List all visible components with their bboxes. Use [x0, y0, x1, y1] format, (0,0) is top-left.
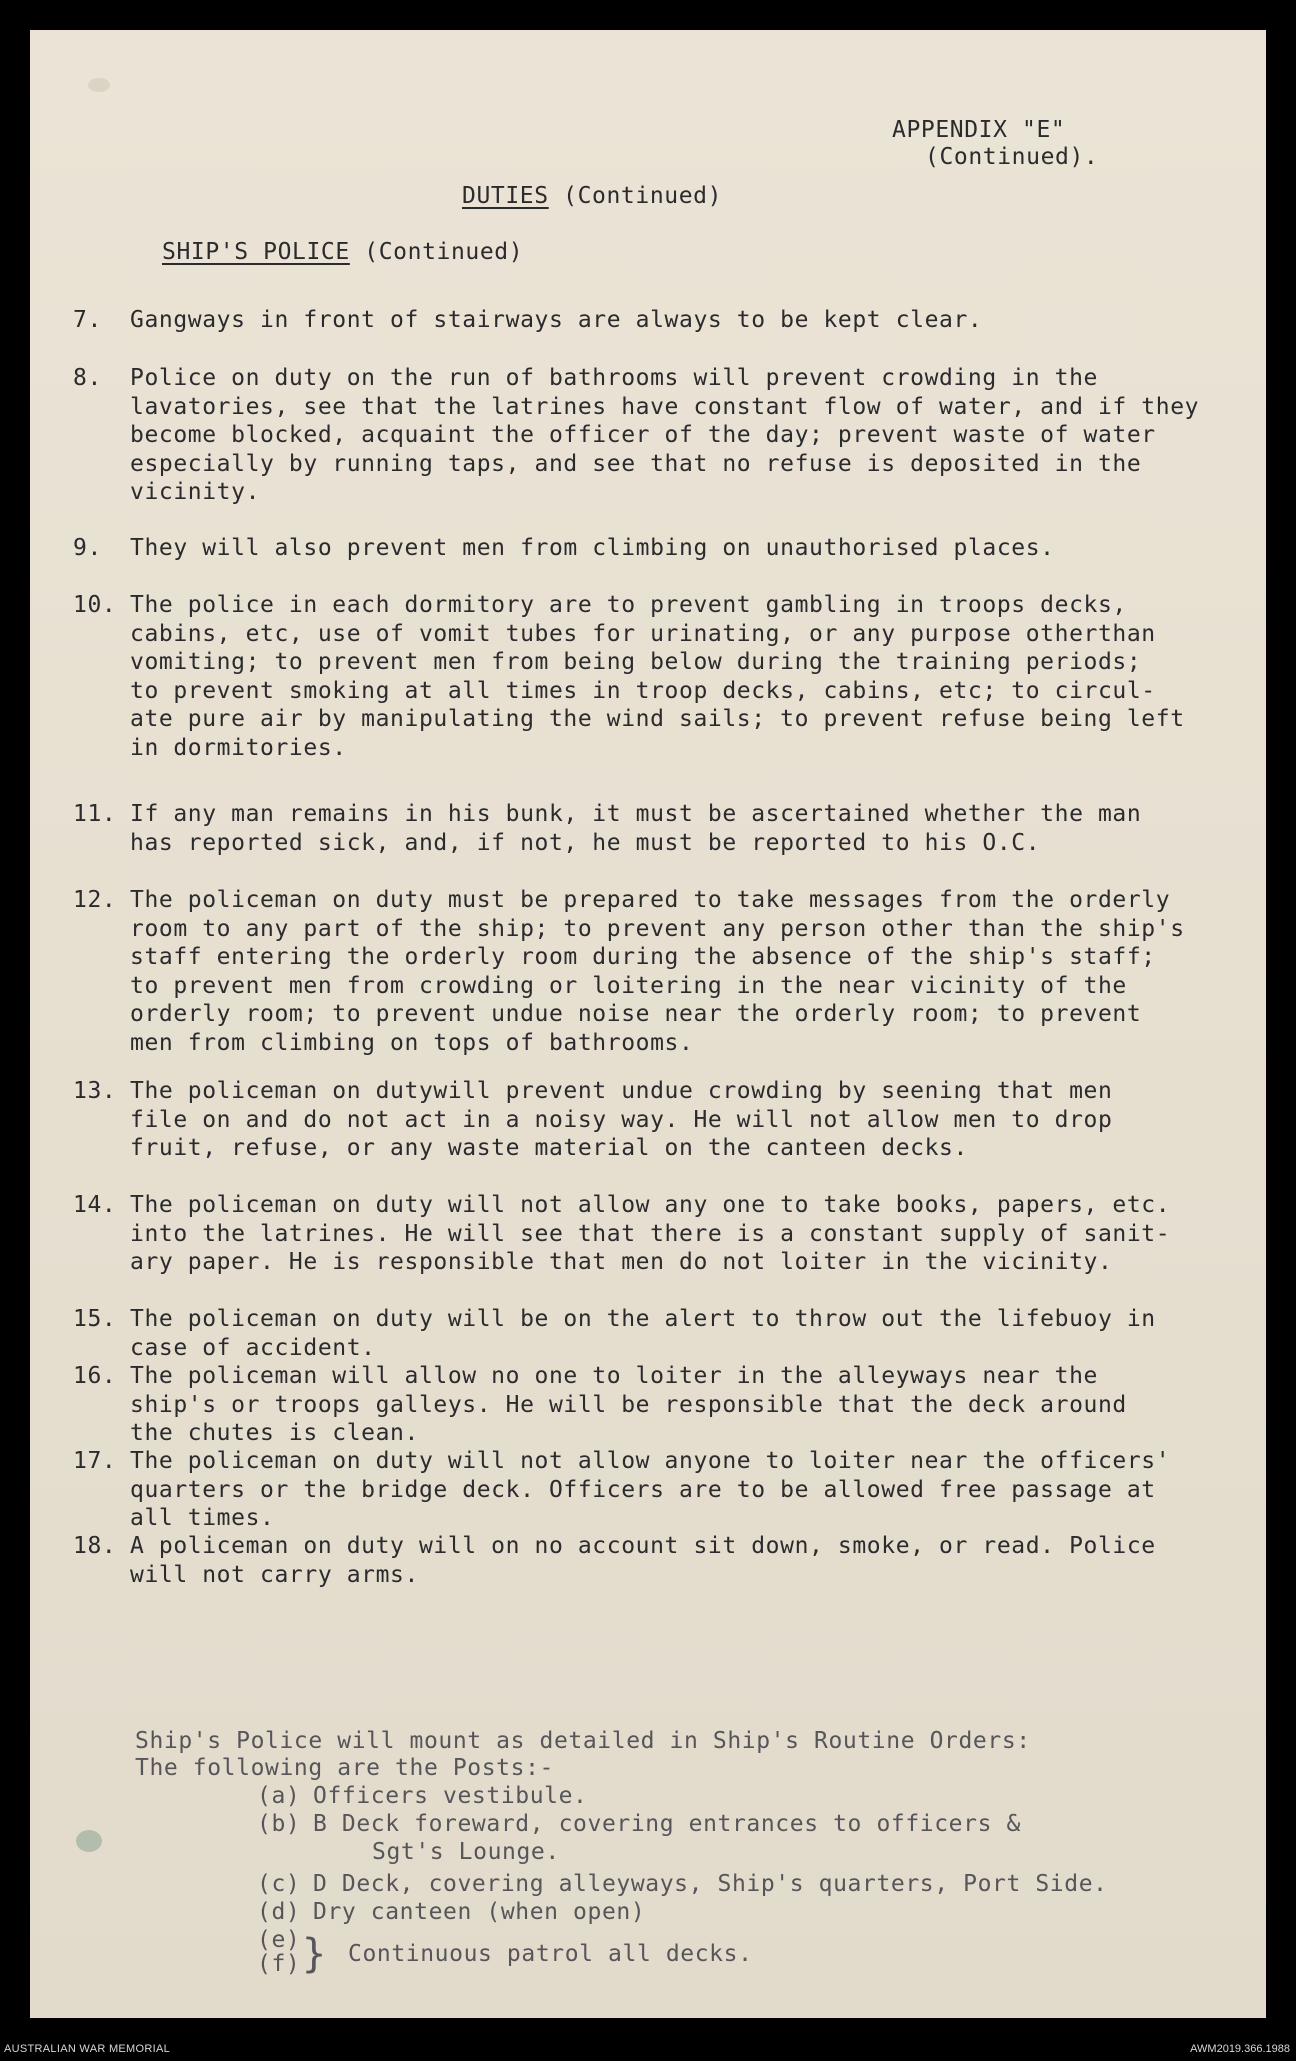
item-line: ary paper. He is responsible that men do not loiter in the vicinity.: [130, 1249, 1113, 1275]
item-line: ship's or troops galleys. He will be responsible that the deck around: [130, 1391, 1127, 1418]
duties-heading: [462, 182, 722, 210]
item-number: 13.: [73, 1078, 117, 1104]
post-marker: (d): [257, 1899, 301, 1925]
post-text: Officers vestibule.: [313, 1783, 588, 1809]
item-line: file on and do not act in a noisy way. He will not allow men to drop: [130, 1106, 1113, 1133]
duties-heading-suffix: (Continued): [548, 183, 723, 209]
item-line: into the latrines. He will see that there is a constant supply of sanit-: [130, 1220, 1171, 1247]
item-line: The policeman will allow no one to loiter in the alleyways near the: [130, 1363, 1098, 1389]
brace-icon: }: [302, 1931, 327, 1977]
post-marker: (b): [257, 1811, 301, 1837]
item-number: 17.: [73, 1448, 117, 1474]
item-line: The policeman on duty must be prepared to take messages from the orderly: [130, 887, 1171, 913]
item-number: 12.: [73, 887, 117, 913]
archive-footer: [0, 2040, 1296, 2061]
ships-police-suffix: (Continued): [349, 239, 524, 265]
item-line: They will also prevent men from climbing on unauthorised places.: [130, 535, 1055, 561]
item-number: 11.: [73, 801, 117, 827]
item-line: orderly room; to prevent undue noise near the orderly room; to prevent: [130, 1001, 1142, 1027]
item-line: especially by running taps, and see that no refuse is deposited in the: [130, 450, 1142, 477]
item-line: Gangways in front of stairways are always to be kept clear.: [130, 307, 983, 333]
ships-police-heading: [162, 238, 523, 266]
post-marker: (e): [257, 1927, 301, 1953]
item-line: cabins, etc, use of vomit tubes for urinating, or any purpose otherthan: [130, 620, 1156, 647]
item-line: staff entering the orderly room during the absence of the ship's staff;: [130, 944, 1156, 970]
item-number: 8.: [73, 365, 102, 391]
post-marker: (f): [257, 1951, 301, 1977]
item-line: Police on duty on the run of bathrooms will prevent crowding in the: [130, 365, 1098, 391]
item-number: 7.: [73, 307, 102, 333]
post-text: Sgt's Lounge.: [372, 1839, 560, 1865]
item-line: The policeman on duty will be on the alert to throw out the lifebuoy in: [130, 1306, 1156, 1332]
item-line: The policeman on duty will not allow anyone to loiter near the officers': [130, 1448, 1171, 1474]
item-number: 18.: [73, 1533, 117, 1559]
item-line: The police in each dormitory are to prevent gambling in troops decks,: [130, 592, 1127, 618]
item-line: to prevent smoking at all times in troop decks, cabins, etc; to circul-: [130, 677, 1156, 704]
mount-instruction: Ship's Police will mount as detailed in Ship's Routine Orders:: [135, 1728, 1031, 1754]
post-patrol-text: Continuous patrol all decks.: [348, 1941, 753, 1967]
document-page: [30, 30, 1266, 2018]
item-line: case of accident.: [130, 1334, 376, 1361]
item-line: become blocked, acquaint the officer of the day; prevent waste of water: [130, 422, 1156, 448]
item-line: all times.: [130, 1505, 275, 1531]
posts-intro: The following are the Posts:-: [135, 1755, 554, 1781]
post-text: B Deck foreward, covering entrances to officers &: [313, 1811, 1021, 1837]
item-line: The policeman on dutywill prevent undue crowding by seening that men: [130, 1078, 1113, 1104]
item-line: fruit, refuse, or any waste material on the canteen decks.: [130, 1135, 968, 1161]
item-line: room to any part of the ship; to prevent any person other than the ship's: [130, 915, 1185, 942]
item-line: If any man remains in his bunk, it must be ascertained whether the man: [130, 801, 1142, 827]
appendix-continued: (Continued).: [925, 144, 1099, 170]
item-line: has reported sick, and, if not, he must be reported to his O.C.: [130, 829, 1041, 856]
punch-hole-bottom: [76, 1830, 102, 1852]
post-marker: (a): [257, 1783, 301, 1809]
footer-accession-number: AWM2019.366.1988: [1190, 2043, 1290, 2055]
post-text: D Deck, covering alleyways, Ship's quarters, Port Side.: [313, 1871, 1108, 1897]
item-number: 10.: [73, 592, 117, 618]
duties-heading-title: DUTIES: [462, 183, 549, 209]
post-text: Dry canteen (when open): [313, 1899, 646, 1925]
item-line: vicinity.: [130, 479, 261, 505]
item-line: to prevent men from crowding or loitering in the near vicinity of the: [130, 972, 1127, 999]
item-line: vomiting; to prevent men from being below during the training periods;: [130, 649, 1142, 675]
post-marker: (c): [257, 1871, 301, 1897]
ships-police-title: SHIP'S POLICE: [162, 239, 350, 265]
item-line: quarters or the bridge deck. Officers are to be allowed free passage at: [130, 1476, 1156, 1503]
item-number: 14.: [73, 1192, 117, 1218]
item-line: A policeman on duty will on no account sit down, smoke, or read. Police: [130, 1533, 1156, 1559]
item-line: lavatories, see that the latrines have constant flow of water, and if they: [130, 393, 1200, 420]
item-number: 9.: [73, 535, 102, 561]
item-line: the chutes is clean.: [130, 1420, 419, 1446]
item-line: ate pure air by manipulating the wind sails; to prevent refuse being left: [130, 706, 1185, 732]
footer-institution: AUSTRALIAN WAR MEMORIAL: [4, 2043, 171, 2055]
item-line: The policeman on duty will not allow any one to take books, papers, etc.: [130, 1192, 1171, 1218]
item-number: 16.: [73, 1363, 117, 1389]
punch-hole-top: [88, 78, 110, 92]
item-line: will not carry arms.: [130, 1561, 419, 1588]
appendix-label: APPENDIX "E": [892, 117, 1066, 143]
item-line: in dormitories.: [130, 734, 347, 761]
item-number: 15.: [73, 1306, 117, 1332]
item-line: men from climbing on tops of bathrooms.: [130, 1029, 694, 1056]
